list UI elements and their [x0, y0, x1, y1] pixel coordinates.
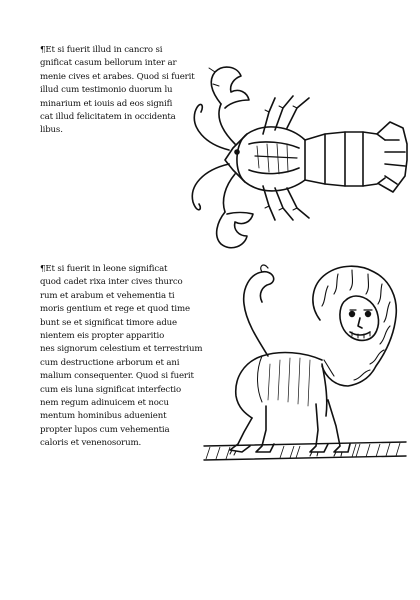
text-line: ¶Et si fuerit in leone significat	[40, 264, 168, 274]
text-line: nem regum adinuicem et nocu	[40, 398, 169, 409]
text-line: nes signorum celestium et terrestrium	[40, 344, 203, 355]
text-line: minarium et iouis ad eos signifi	[40, 98, 173, 109]
paragraph-cancer	[40, 44, 205, 138]
text-line: propter lupos cum vehementia	[40, 424, 170, 435]
text-line: cum eis luna significat interfectio	[40, 384, 182, 395]
text-line: bunt se et significat timore adue	[40, 317, 177, 328]
text-line: libus.	[40, 125, 63, 136]
text-line: nientem eis propter apparitio	[40, 331, 165, 342]
text-line: menie cives et arabes. Quod si fuerit	[40, 71, 195, 82]
paragraph-leo	[40, 263, 215, 451]
crayfish-woodcut-icon	[185, 48, 410, 258]
text-line: illud cum testimonio duorum lu	[40, 85, 173, 96]
text-line: gnificat casum bellorum inter ar	[40, 58, 177, 69]
text-line: moris gentium et rege et quod time	[40, 304, 190, 315]
text-line: cat illud felicitatem in occidenta	[40, 112, 176, 123]
text-line: caloris et venenosorum.	[40, 438, 142, 449]
text-line: cum destructione arborum et ani	[40, 357, 180, 368]
lion-woodcut-icon	[200, 260, 410, 472]
text-line: ¶Et si fuerit illud in cancro si	[40, 45, 163, 55]
text-line: mentum hominibus aduenient	[40, 411, 167, 422]
text-line: quod cadet rixa inter cives thurco	[40, 277, 183, 288]
text-line: malium consequenter. Quod si fuerit	[40, 371, 194, 382]
text-line: rum et arabum et vehementia ti	[40, 290, 175, 301]
